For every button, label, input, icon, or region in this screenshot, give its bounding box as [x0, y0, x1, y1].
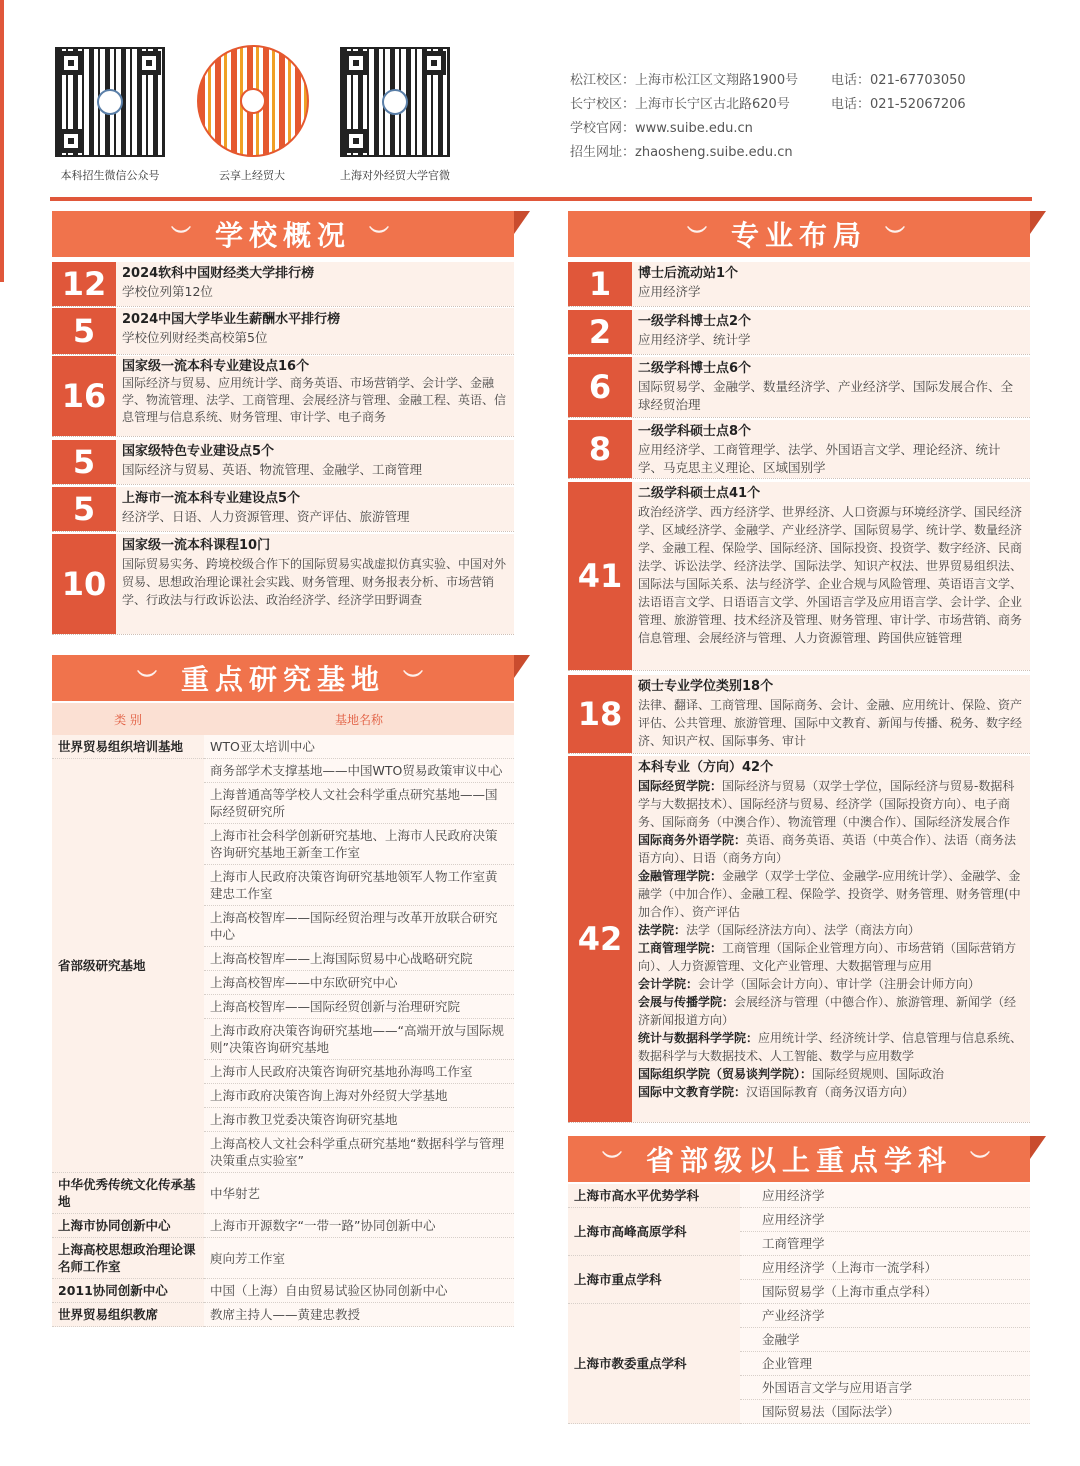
discipline-cell: 应用经济学 — [740, 1184, 1030, 1208]
table-row — [568, 1184, 1030, 1208]
item-number: 6 — [568, 357, 632, 417]
discipline-cell: 企业管理 — [740, 1352, 1030, 1376]
category-cell: 上海市高水平优势学科 — [568, 1184, 740, 1208]
overview-item — [52, 440, 514, 485]
qr-label: 云享上经贸大 — [219, 169, 285, 182]
admission-link[interactable]: zhaosheng.suibe.edu.cn — [635, 145, 793, 160]
table-row — [52, 1173, 514, 1214]
item-number: 12 — [52, 262, 116, 306]
category-cell: 上海市高峰高原学科 — [568, 1208, 740, 1256]
base-name-cell: 上海市人民政府决策咨询研究基地领军人物工作室黄建忠工作室 — [204, 865, 514, 906]
base-name-cell: 上海高校智库——中东欧研究中心 — [204, 971, 514, 995]
item-title: 2024软科中国财经类大学排行榜 — [122, 266, 315, 281]
item-number: 8 — [568, 420, 632, 478]
contact-row — [570, 117, 753, 141]
category-cell: 世界贸易组织教席 — [52, 1303, 204, 1327]
college-name: 工商管理学院： — [638, 941, 723, 955]
base-name-cell: 商务部学术支撑基地——中国WTO贸易政策审议中心 — [204, 759, 514, 783]
item-title: 国家级一流本科课程10门 — [122, 538, 271, 553]
bird-icon: ︶ — [403, 667, 429, 692]
item-number: 10 — [52, 534, 116, 634]
bird-icon: ︶ — [369, 223, 395, 248]
contact-value: 上海市长宁区古北路620号 — [635, 97, 790, 112]
table-row — [52, 759, 514, 783]
major-item — [568, 420, 1030, 479]
overview-item — [52, 308, 514, 355]
item-text: 国际经济与贸易、英语、物流管理、金融学、工商管理 — [122, 462, 423, 477]
college-name: 法学院： — [638, 923, 687, 937]
bird-icon: ︶ — [686, 223, 713, 248]
section-title: 学校概况 — [214, 219, 351, 252]
phone-value: 021-52067206 — [870, 97, 966, 112]
category-cell: 2011协同创新中心 — [52, 1279, 204, 1303]
major-item — [568, 262, 1030, 307]
base-name-cell: 上海市政府决策咨询上海对外经贸大学基地 — [204, 1084, 514, 1108]
table-row — [568, 1208, 1030, 1232]
item-number: 41 — [568, 482, 632, 670]
bird-icon: ︶ — [170, 223, 197, 248]
overview-item — [52, 262, 514, 307]
base-name-cell: 上海市开源数字“一带一路”协同创新中心 — [204, 1214, 514, 1238]
college-majors: 会展经济与管理（中德合作）、旅游管理、新闻学（经济新闻报道方向） — [638, 995, 1017, 1027]
discipline-cell: 金融学 — [740, 1328, 1030, 1352]
section-title: 省部级以上重点学科 — [645, 1144, 952, 1177]
item-text: 经济学、日语、人力资源管理、资产评估、旅游管理 — [122, 509, 410, 524]
overview-item — [52, 534, 514, 635]
table-row — [52, 1238, 514, 1279]
qr-label: 本科招生微信公众号 — [60, 169, 160, 182]
base-name-cell: 上海市人民政府决策咨询研究基地孙海鸣工作室 — [204, 1060, 514, 1084]
college-name: 国际组织学院（贸易谈判学院）： — [638, 1067, 813, 1081]
college-name: 国际商务外语学院： — [638, 833, 747, 847]
category-cell: 世界贸易组织培训基地 — [52, 735, 204, 759]
header-name: 基地名称 — [204, 703, 514, 735]
item-title: 硕士专业学位类别18个 — [638, 679, 774, 694]
base-name-cell: 上海普通高等学校人文社会科学重点研究基地——国际经贸研究所 — [204, 783, 514, 824]
item-title: 博士后流动站1个 — [638, 266, 739, 281]
base-name-cell: 上海高校智库——国际经贸治理与改革开放联合研究中心 — [204, 906, 514, 947]
item-text: 国际贸易实务、跨境校级合作下的国际贸易实战虚拟仿真实验、中国对外贸易、思想政治理论课社会实践、财务管理、财务报表分析、市场营销学、行政法与行政诉讼法、政治经济学、经济学田野调查 — [122, 557, 507, 607]
item-text: 法律、翻译、工商管理、国际商务、会计、金融、应用统计、保险、资产评估、公共管理、旅游管理、国际中文教育、新闻与传播、税务、数字经济、知识产权、国际事务、审计 — [638, 698, 1023, 748]
wechat-qr-code — [55, 47, 165, 157]
section-title: 重点研究基地 — [180, 663, 385, 696]
major-item — [568, 482, 1030, 671]
table-row — [568, 1256, 1030, 1280]
contact-label: 招生网址： — [570, 145, 636, 160]
base-name-cell: 上海高校智库——国际经贸创新与治理研究院 — [204, 995, 514, 1019]
base-name-cell: 中华射艺 — [204, 1173, 514, 1214]
discipline-cell: 工商管理学 — [740, 1232, 1030, 1256]
bird-icon: ︶ — [970, 1148, 996, 1173]
base-name-cell: 上海市社会科学创新研究基地、上海市人民政府决策咨询研究基地王新奎工作室 — [204, 824, 514, 865]
item-text: 国际贸易学、金融学、数量经济学、产业经济学、国际发展合作、全球经贸治理 — [638, 379, 1014, 412]
base-name-cell: 上海市政府决策咨询研究基地——“高端开放与国际规则”决策咨询研究基地 — [204, 1019, 514, 1060]
header-category: 类 别 — [52, 703, 204, 735]
contact-value: 上海市松江区文翔路1900号 — [635, 73, 799, 88]
item-title: 国家级一流本科专业建设点16个 — [122, 359, 310, 374]
bird-icon: ︶ — [601, 1148, 628, 1173]
discipline-cell: 应用经济学 — [740, 1208, 1030, 1232]
contact-row — [570, 141, 793, 165]
college-majors: 会计学（国际会计方向）、审计学（注册会计师方向） — [698, 977, 981, 991]
discipline-cell: 国际贸易学（上海市重点学科） — [740, 1280, 1030, 1304]
base-name-cell: 庾向芳工作室 — [204, 1238, 514, 1279]
contact-label: 长宁校区： — [570, 97, 636, 112]
category-cell: 上海高校思想政治理论课名师工作室 — [52, 1238, 204, 1279]
college-name: 国际经贸学院： — [638, 779, 723, 793]
table-row — [52, 735, 514, 759]
cloud-qr-code — [197, 45, 309, 157]
item-number: 18 — [568, 675, 632, 753]
item-number: 5 — [52, 308, 116, 354]
table-row — [52, 1279, 514, 1303]
base-name-cell: WTO亚太培训中心 — [204, 735, 514, 759]
item-number: 5 — [52, 487, 116, 531]
base-name-cell: 教席主持人——黄建忠教授 — [204, 1303, 514, 1327]
phone-label: 电话： — [831, 97, 871, 112]
major-item — [568, 675, 1030, 754]
item-number: 5 — [52, 440, 116, 484]
table-row — [568, 1304, 1030, 1328]
key-disciplines-table — [568, 1184, 1030, 1424]
item-number: 2 — [568, 310, 632, 354]
college-majors: 金融学（双学士学位、金融学-应用统计学）、金融学、金融学（中加合作）、金融工程、保险学、投资学、财务管理、财务管理(中加合作）、资产评估 — [638, 869, 1021, 919]
discipline-cell: 产业经济学 — [740, 1304, 1030, 1328]
category-cell: 上海市重点学科 — [568, 1256, 740, 1304]
college-majors: 工商管理（国际企业管理方向）、市场营销（国际营销方向）、人力资源管理、文化产业管理、大数据管理与应用 — [638, 941, 1017, 973]
section-title: 专业布局 — [730, 219, 867, 252]
college-name: 国际中文教育学院： — [638, 1085, 747, 1099]
item-title: 二级学科博士点6个 — [638, 361, 752, 376]
item-text: 学校位列财经类高校第5位 — [122, 330, 268, 345]
table-row — [52, 1303, 514, 1327]
category-cell: 上海市协同创新中心 — [52, 1214, 204, 1238]
item-title: 国家级特色专业建设点5个 — [122, 444, 275, 459]
college-majors: 国际经济与贸易（双学士学位，国际经济与贸易-数据科学与大数据技术）、国际经济与贸易、经济学（国际投资方向）、电子商务、国际商务（中澳合作）、物流管理（中澳合作）、国际经济发展合作 — [638, 779, 1015, 829]
college-majors: 法学（国际经济法方向）、法学（商法方向） — [686, 923, 921, 937]
item-text: 应用经济学 — [638, 284, 701, 299]
item-number: 42 — [568, 756, 632, 1122]
contact-label: 学校官网： — [570, 121, 636, 136]
item-title: 上海市一流本科专业建设点5个 — [122, 491, 301, 506]
college-majors: 国际经贸规则、国际政治 — [812, 1067, 945, 1081]
college-name: 金融管理学院： — [638, 869, 723, 883]
item-title: 一级学科博士点2个 — [638, 314, 752, 329]
item-text: 政治经济学、西方经济学、世界经济、人口资源与环境经济学、国民经济学、区域经济学、金融学、产业经济学、国际贸易学、统计学、数量经济学、金融工程、保险学、国际经济、国际投资、投资学、数字经济、民商法学、诉讼法学、经济法学、国际法学、知识产权法、世界贸易组织法、国际法与国际关系、法与经济学、企业合规与风险管理、英语语言文学、法语语言文学、日语语言文学、外国语言学及应用语言学、会计学、企业管理、旅游管理、技术经济及管理、财务管理、审计学、市场营销、商务信息管理、会展经济与管理、人力资源管理、跨国供应链管理 — [638, 505, 1023, 645]
overview-item — [52, 487, 514, 532]
college-name: 会计学院： — [638, 977, 699, 991]
header-divider — [50, 197, 1032, 201]
category-cell: 上海市教委重点学科 — [568, 1304, 740, 1424]
bird-icon: ︶ — [136, 667, 163, 692]
qr-label: 上海对外经贸大学官微 — [340, 169, 450, 182]
major-item — [568, 756, 1030, 1123]
item-text: 国际经济与贸易、应用统计学、商务英语、市场营销学、会计学、金融学、物流管理、法学、工商管理、会展经济与管理、金融工程、英语、信息管理与信息系统、财务管理、审计学、电子商务 — [122, 376, 507, 424]
left-edge-bar — [0, 0, 4, 282]
weibo-qr-code — [340, 47, 450, 157]
item-title: 二级学科硕士点41个 — [638, 486, 761, 501]
discipline-cell: 应用经济学（上海市一流学科） — [740, 1256, 1030, 1280]
base-name-cell: 上海市教卫党委决策咨询研究基地 — [204, 1108, 514, 1132]
college-majors: 英语、商务英语、英语（中英合作）、法语（商务法语方向）、日语（商务方向） — [638, 833, 1017, 865]
item-title: 2024中国大学毕业生薪酬水平排行榜 — [122, 312, 341, 327]
key-disciplines-banner — [568, 1136, 1030, 1182]
overview-banner — [52, 211, 514, 257]
research-banner — [52, 655, 514, 701]
category-cell: 省部级研究基地 — [52, 759, 204, 1173]
major-item — [568, 357, 1030, 418]
table-header-row — [52, 703, 514, 735]
website-link[interactable]: www.suibe.edu.cn — [635, 121, 753, 136]
phone-value: 021-67703050 — [870, 73, 966, 88]
overview-item — [52, 356, 514, 437]
table-row — [52, 1214, 514, 1238]
item-text: 应用经济学、统计学 — [638, 332, 751, 347]
item-title: 一级学科硕士点8个 — [638, 424, 752, 439]
item-title: 本科专业（方向）42个 — [638, 760, 774, 775]
college-name: 统计与数据科学学院： — [638, 1031, 759, 1045]
discipline-cell: 外国语言文学与应用语言学 — [740, 1376, 1030, 1400]
contact-row — [570, 93, 966, 117]
contact-row — [570, 69, 966, 93]
bird-icon: ︶ — [885, 223, 911, 248]
item-text: 学校位列第12位 — [122, 284, 213, 299]
category-cell: 中华优秀传统文化传承基地 — [52, 1173, 204, 1214]
major-item — [568, 310, 1030, 355]
item-text: 应用经济学、工商管理学、法学、外国语言文学、理论经济、统计学、马克思主义理论、区域国别学 — [638, 442, 1001, 475]
base-name-cell: 上海高校人文社会科学重点研究基地“数据科学与管理决策重点实验室” — [204, 1132, 514, 1173]
contact-label: 松江校区： — [570, 73, 636, 88]
research-table — [52, 703, 514, 1327]
majors-banner — [568, 211, 1030, 257]
college-majors: 应用统计学、经济统计学、信息管理与信息系统、数据科学与大数据技术、人工智能、数学与应用数学 — [638, 1031, 1023, 1063]
phone-label: 电话： — [831, 73, 871, 88]
college-majors: 汉语国际教育（商务汉语方向） — [746, 1085, 915, 1099]
base-name-cell: 中国（上海）自由贸易试验区协同创新中心 — [204, 1279, 514, 1303]
discipline-cell: 国际贸易法（国际法学） — [740, 1400, 1030, 1424]
item-number: 1 — [568, 262, 632, 306]
item-number: 16 — [52, 356, 116, 436]
college-name: 会展与传播学院： — [638, 995, 735, 1009]
base-name-cell: 上海高校智库——上海国际贸易中心战略研究院 — [204, 947, 514, 971]
